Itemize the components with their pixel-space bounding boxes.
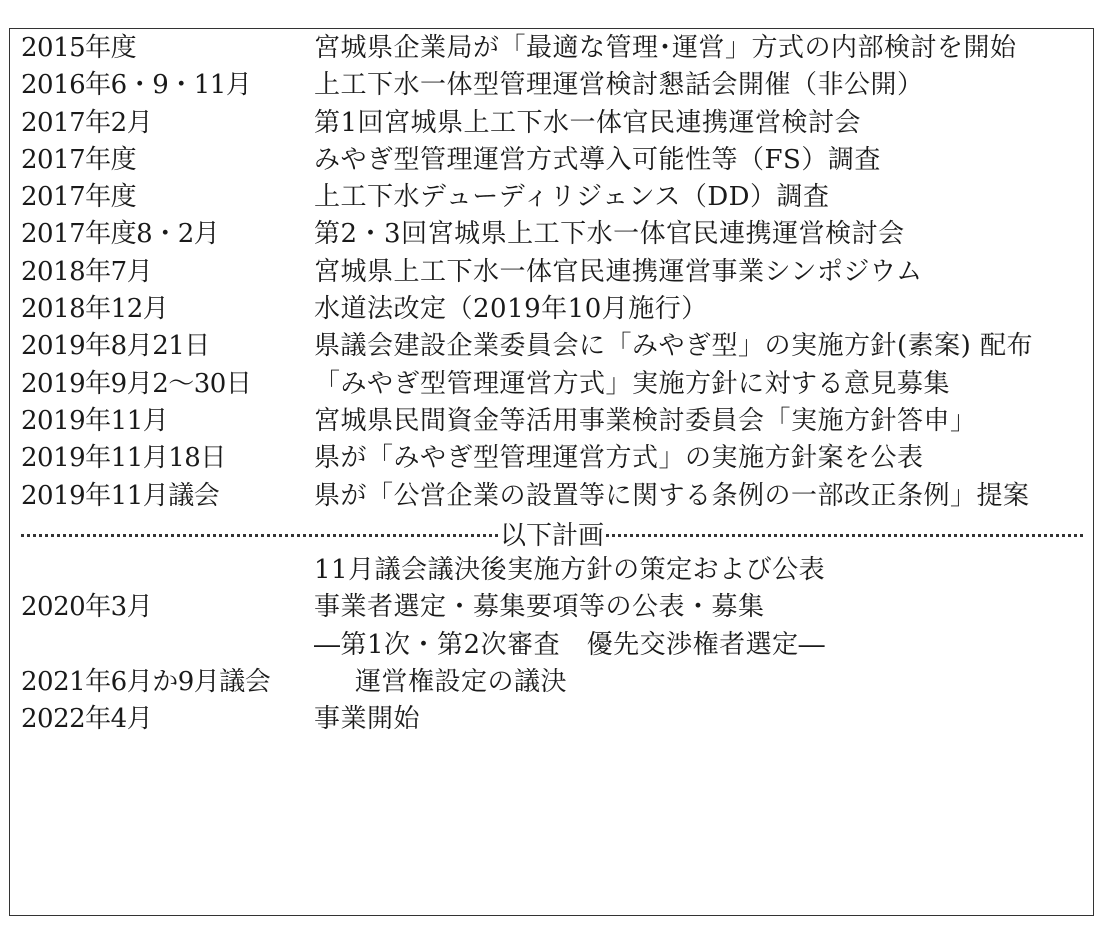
divider-label: 以下計画 xyxy=(500,521,605,551)
row-event: 「みやぎ型管理運営方式」実施方針に対する意見募集 xyxy=(314,368,951,399)
row-event: 事業開始 xyxy=(314,704,421,735)
timeline-row xyxy=(10,67,1093,104)
row-event: 県が「公営企業の設置等に関する条例の一部改正条例」提案 xyxy=(314,480,1030,511)
timeline-row xyxy=(10,328,1093,365)
row-event: 第2・3回宮城県上工下水一体官民連携運営検討会 xyxy=(314,219,905,250)
row-date: 2017年2月 xyxy=(21,107,153,138)
row-event: 事業者選定・募集要項等の公表・募集 xyxy=(314,592,765,623)
row-event: 上工下水デューディリジェンス（DD）調査 xyxy=(314,182,830,213)
timeline-row xyxy=(10,291,1093,328)
row-event: 水道法改定（2019年10月施行） xyxy=(314,294,708,325)
timeline-box xyxy=(9,28,1094,916)
row-event: 宮城県上工下水一体官民連携運営事業シンポジウム xyxy=(314,256,923,287)
planned-row xyxy=(10,701,1093,738)
timeline-row xyxy=(10,254,1093,291)
timeline-row xyxy=(10,142,1093,179)
row-event: 上工下水一体型管理運営検討懇話会開催（非公開） xyxy=(314,70,924,101)
row-event: 県議会建設企業委員会に「みやぎ型」の実施方針(素案) 配布 xyxy=(314,331,1034,362)
row-date: 2017年度 xyxy=(21,144,137,175)
dotted-leader xyxy=(606,534,1083,537)
row-date: 2019年11月議会 xyxy=(21,480,220,511)
timeline-row xyxy=(10,478,1093,515)
row-date: 2020年3月 xyxy=(21,592,153,623)
row-date: 2019年9月2〜30日 xyxy=(21,368,252,399)
row-date: 2021年6月か9月議会 xyxy=(21,667,271,698)
dotted-leader xyxy=(21,534,498,537)
row-event: 第1回宮城県上工下水一体官民連携運営検討会 xyxy=(314,107,862,138)
timeline-row xyxy=(10,216,1093,253)
timeline-row xyxy=(10,105,1093,142)
timeline-row xyxy=(10,30,1093,67)
row-date: 2019年11月18日 xyxy=(21,443,226,474)
row-event: 11月議会議決後実施方針の策定および公表 xyxy=(314,555,826,586)
row-date: 2016年6・9・11月 xyxy=(21,70,252,101)
planned-row xyxy=(10,627,1093,664)
timeline-row xyxy=(10,403,1093,440)
row-event: ―第1次・第2次審査 優先交渉権者選定― xyxy=(314,629,826,660)
row-date: 2017年度 xyxy=(21,182,137,213)
row-date: 2019年11月 xyxy=(21,405,169,436)
row-event: みやぎ型管理運営方式導入可能性等（FS）調査 xyxy=(314,144,881,175)
row-date: 2017年度8・2月 xyxy=(21,219,220,250)
timeline-row xyxy=(10,366,1093,403)
row-event: 宮城県民間資金等活用事業検討委員会「実施方針答申」 xyxy=(314,405,977,436)
planned-row xyxy=(10,552,1093,589)
row-event: 県が「みやぎ型管理運営方式」の実施方針案を公表 xyxy=(314,443,924,474)
timeline-table xyxy=(10,30,1093,739)
row-event: 宮城県企業局が「最適な管理･運営」方式の内部検討を開始 xyxy=(314,33,1017,63)
timeline-row xyxy=(10,179,1093,216)
row-date: 2022年4月 xyxy=(21,704,153,735)
row-event: 運営権設定の議決 xyxy=(355,667,568,698)
planned-row xyxy=(10,664,1093,701)
row-date: 2018年12月 xyxy=(21,294,169,325)
row-date: 2019年8月21日 xyxy=(21,331,210,362)
planned-divider xyxy=(10,515,1093,552)
planned-row xyxy=(10,589,1093,626)
timeline-row xyxy=(10,440,1093,477)
row-date: 2015年度 xyxy=(21,33,137,63)
row-date: 2018年7月 xyxy=(21,256,153,287)
